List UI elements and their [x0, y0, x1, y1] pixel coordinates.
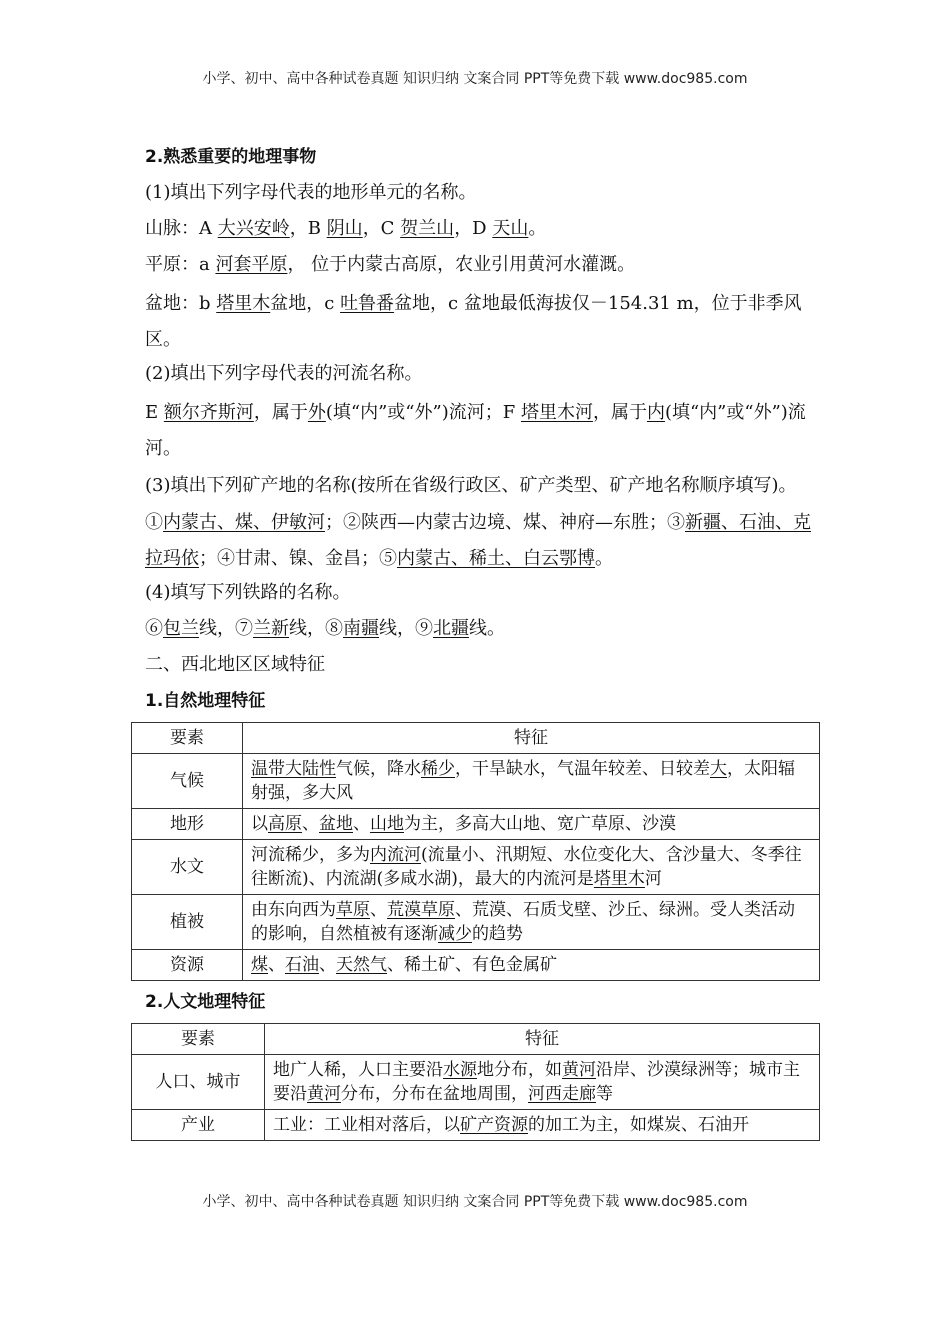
- table-row: [132, 840, 820, 895]
- row-key: 产业: [132, 1110, 265, 1141]
- row-key: 植被: [132, 895, 243, 950]
- header-feature: 特征: [243, 723, 820, 754]
- mountains-line: 山脉：A 大兴安岭，B 阴山，C 贺兰山，D 天山。: [145, 218, 547, 239]
- question-2: (2)填出下列字母代表的河流名称。: [145, 363, 423, 384]
- natural-features-table: [131, 722, 820, 981]
- page-header: 小学、初中、高中各种试卷真题 知识归纳 文案合同 PPT等免费下载 www.doc985.com: [202, 71, 748, 87]
- section-title: 2.熟悉重要的地理事物: [145, 147, 317, 167]
- row-key: 资源: [132, 950, 243, 981]
- table-row: [132, 950, 820, 981]
- plain-line: 平原：a 河套平原， 位于内蒙古高原，农业引用黄河水灌溉。: [145, 254, 636, 275]
- human-features-table: [131, 1023, 820, 1141]
- table-row: [132, 1110, 820, 1141]
- rivers-line: E 额尔齐斯河，属于外(填“内”或“外”)流河；F 塔里木河，属于内(填“内”或“外”)流河。: [145, 402, 806, 459]
- row-key: 水文: [132, 840, 243, 895]
- table-row: [132, 1055, 820, 1110]
- row-value: 以高原、盆地、山地为主，多高大山地、宽广草原、沙漠: [243, 809, 820, 840]
- header-element: 要素: [132, 723, 243, 754]
- section-heading-northwest: 二、西北地区区域特征: [145, 654, 325, 675]
- table-row: [132, 895, 820, 950]
- basin-line: 盆地：b 塔里木盆地，c 吐鲁番盆地，c 盆地最低海拔仅－154.31 m，位于非季风区。: [145, 293, 802, 350]
- natural-geography-title: 1.自然地理特征: [145, 691, 266, 711]
- human-geography-title: 2.人文地理特征: [145, 992, 266, 1012]
- question-1: (1)填出下列字母代表的地形单元的名称。: [145, 182, 477, 203]
- row-value: 煤、石油、天然气、稀土矿、有色金属矿: [243, 950, 820, 981]
- question-3: (3)填出下列矿产地的名称(按所在省级行政区、矿产类型、矿产地名称顺序填写)。: [145, 475, 797, 496]
- row-value: 地广人稀，人口主要沿水源地分布，如黄河沿岸、沙漠绿洲等；城市主要沿黄河分布，分布在盆地周围，河西走廊等: [265, 1055, 820, 1110]
- row-value: 工业：工业相对落后，以矿产资源的加工为主，如煤炭、石油开: [265, 1110, 820, 1141]
- table-row: [132, 809, 820, 840]
- row-key: 人口、城市: [132, 1055, 265, 1110]
- row-value: 河流稀少，多为内流河(流量小、汛期短、水位变化大、含沙量大、冬季往往断流)、内流湖(多咸水湖)，最大的内流河是塔里木河: [243, 840, 820, 895]
- document-body: [145, 142, 820, 1147]
- mines-line: ①内蒙古、煤、伊敏河；②陕西—内蒙古边境、煤、神府—东胜；③新疆、石油、克拉玛依；④甘肃、镍、金昌；⑤内蒙古、稀土、白云鄂博。: [145, 512, 811, 569]
- table-row: [132, 754, 820, 809]
- header-feature: 特征: [265, 1024, 820, 1055]
- question-4: (4)填写下列铁路的名称。: [145, 582, 351, 603]
- row-key: 地形: [132, 809, 243, 840]
- row-value: 由东向西为草原、荒漠草原、荒漠、石质戈壁、沙丘、绿洲。受人类活动的影响，自然植被有逐渐减少的趋势: [243, 895, 820, 950]
- header-element: 要素: [132, 1024, 265, 1055]
- page-footer: 小学、初中、高中各种试卷真题 知识归纳 文案合同 PPT等免费下载 www.doc985.com: [202, 1194, 748, 1210]
- table-header-row: [132, 1024, 820, 1055]
- railway-line: ⑥包兰线，⑦兰新线，⑧南疆线，⑨北疆线。: [145, 618, 505, 639]
- row-value: 温带大陆性气候，降水稀少，干旱缺水，气温年较差、日较差大，太阳辐射强，多大风: [243, 754, 820, 809]
- row-key: 气候: [132, 754, 243, 809]
- table-header-row: [132, 723, 820, 754]
